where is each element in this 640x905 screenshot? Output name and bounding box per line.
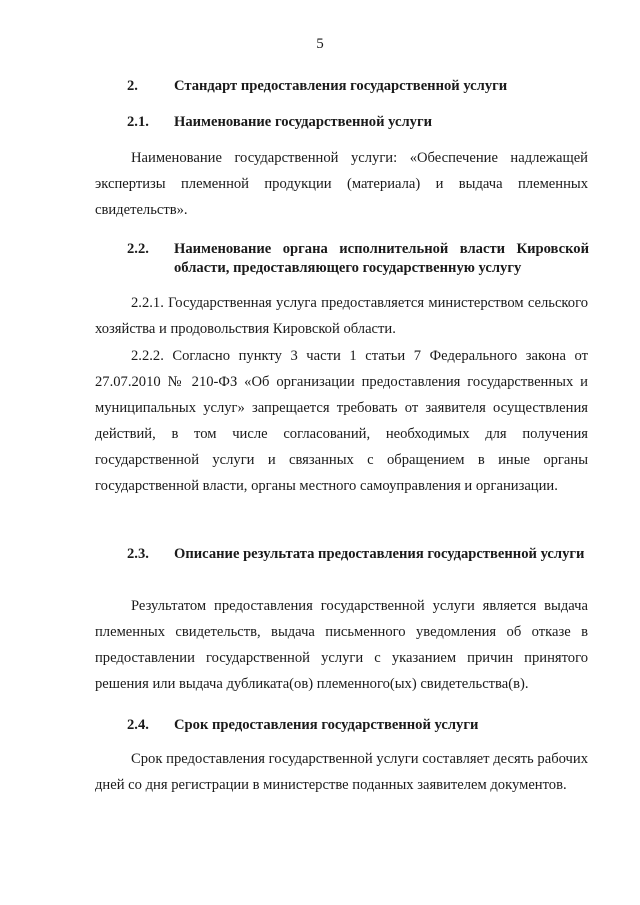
page-number: 5 bbox=[316, 36, 324, 52]
section-title: Стандарт предоставления государственной услуги bbox=[174, 78, 508, 94]
section-number: 2.1. bbox=[127, 114, 149, 130]
section-number: 2.4. bbox=[127, 717, 149, 733]
paragraph-2-4: Срок предоставления государственной услуги составляет десять рабочих дней со дня регистрации в министерстве поданных заявителем документов. bbox=[95, 751, 588, 793]
section-title: Наименование органа исполнительной власти Кировской области, предоставляющего государственную услугу bbox=[174, 241, 589, 276]
section-number: 2. bbox=[127, 78, 138, 94]
section-number: 2.3. bbox=[127, 546, 149, 562]
section-heading-2-4 bbox=[127, 716, 589, 735]
section-heading-2-1 bbox=[127, 113, 589, 132]
section-heading-2-2 bbox=[127, 240, 589, 278]
section-number: 2.2. bbox=[127, 241, 149, 257]
section-title: Описание результата предоставления государственной услуги bbox=[174, 546, 585, 562]
section-heading-2-3 bbox=[127, 545, 589, 564]
section-heading-2 bbox=[127, 77, 589, 96]
section-title: Срок предоставления государственной услуги bbox=[174, 717, 479, 733]
paragraph-2-3: Результатом предоставления государственной услуги является выдача племенных свидетельств, выдача письменного уведомления об отказе в предоставлении государственной услуги с указанием причин принятого решения или выдача дубликата(ов) племенного(ых) свидетельства(в). bbox=[95, 598, 588, 692]
paragraph-2-2-1: 2.2.1. Государственная услуга предоставляется министерством сельского хозяйства и продовольствия Кировской области. bbox=[95, 295, 588, 337]
paragraph-2-2-2: 2.2.2. Согласно пункту 3 части 1 статьи 7 Федерального закона от 27.07.2010 № 210-ФЗ «Об организации предоставления государственных и муниципальных услуг» запрещается требовать от заявителя осуществления действий, в том числе согласований, необходимых для получения государственной услуги и связанных с обращением в иные органы государственной власти, органы местного самоуправления и организации. bbox=[95, 348, 588, 494]
paragraph-2-1: Наименование государственной услуги: «Обеспечение надлежащей экспертизы племенной продукции (материала) и выдача племенных свидетельств». bbox=[95, 150, 588, 218]
section-title: Наименование государственной услуги bbox=[174, 114, 432, 130]
